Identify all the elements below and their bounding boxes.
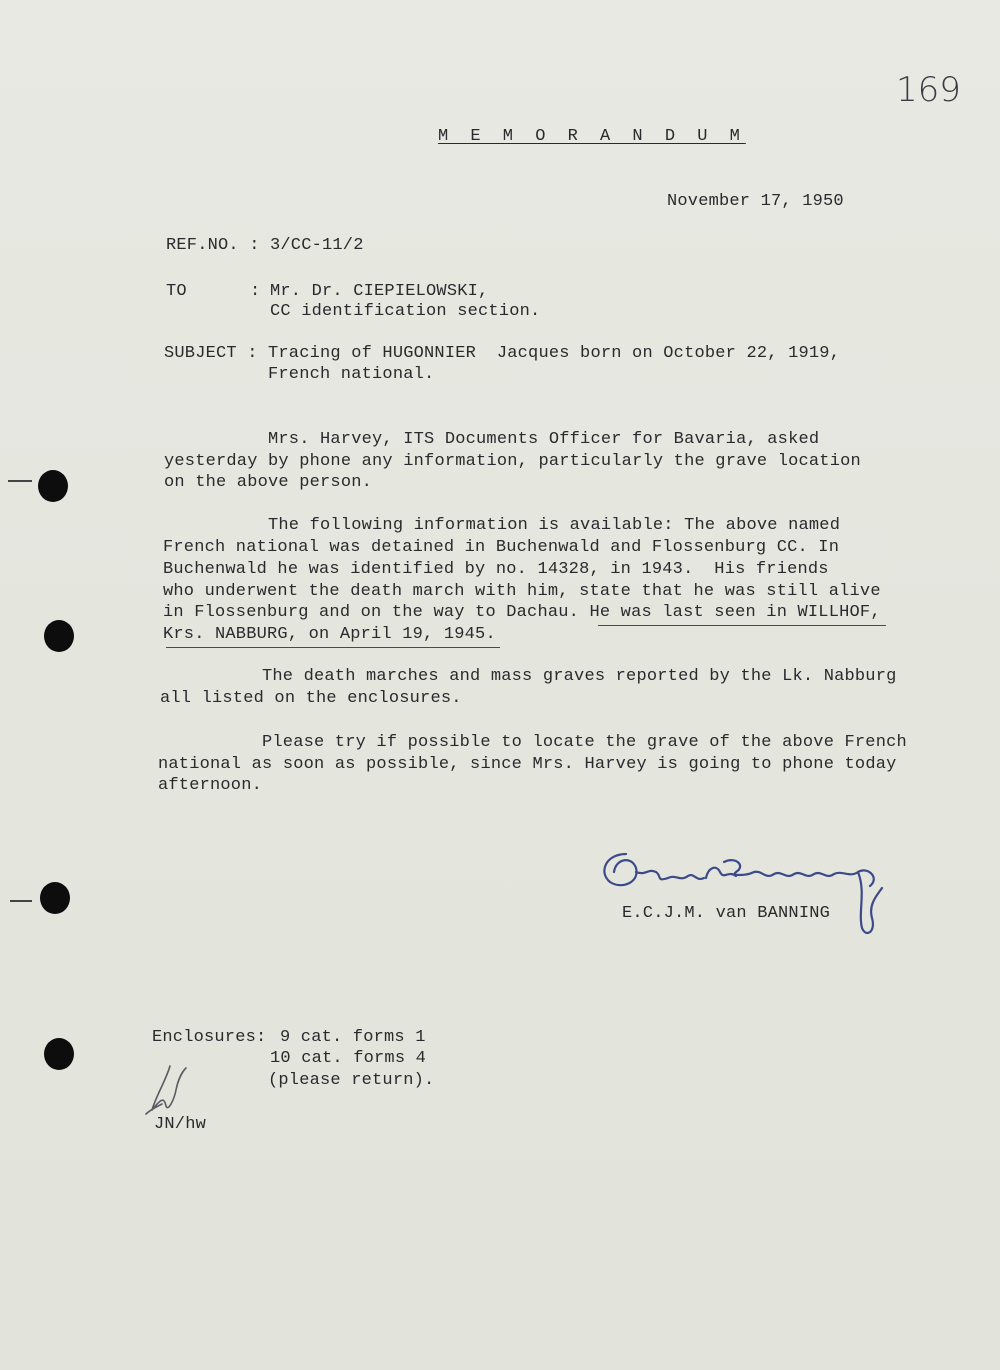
body-line: Mrs. Harvey, ITS Documents Officer for Bavaria, asked	[268, 430, 820, 449]
margin-mark	[8, 480, 32, 482]
enclosures-line-2: 10 cat. forms 4	[270, 1049, 427, 1068]
handwritten-underline	[166, 647, 500, 648]
body-line: Krs. NABBURG, on April 19, 1945.	[163, 625, 496, 644]
body-line: The death marches and mass graves reported by the Lk. Nabburg	[262, 667, 897, 686]
to-colon: :	[250, 282, 261, 301]
margin-mark	[10, 900, 32, 902]
to-line-2: CC identification section.	[270, 302, 541, 321]
subject-label: SUBJECT :	[164, 344, 258, 363]
handwritten-underline	[598, 625, 886, 626]
punch-hole	[38, 470, 68, 502]
body-line: who underwent the death march with him, state that he was still alive	[163, 582, 881, 601]
to-label: TO	[166, 282, 187, 301]
punch-hole	[44, 1038, 74, 1070]
enclosures-line-3: (please return).	[268, 1071, 435, 1090]
body-line: The following information is available: The above named	[268, 516, 841, 535]
to-line-1: Mr. Dr. CIEPIELOWSKI,	[270, 282, 489, 301]
body-line: afternoon.	[158, 776, 263, 795]
enclosures-line-1: 9 cat. forms 1	[280, 1028, 426, 1047]
body-line: Buchenwald he was identified by no. 14328, in 1943. His friends	[163, 560, 829, 579]
handwritten-signature	[596, 842, 896, 942]
body-line: yesterday by phone any information, particularly the grave location	[164, 452, 861, 471]
body-line: on the above person.	[164, 473, 373, 492]
body-line: national as soon as possible, since Mrs. Harvey is going to phone today	[158, 755, 897, 774]
subject-line-1: Tracing of HUGONNIER Jacques born on October 22, 1919,	[268, 344, 841, 363]
body-line: in Flossenburg and on the way to Dachau. He was last seen in WILLHOF,	[163, 603, 881, 622]
body-line: French national was detained in Buchenwald and Flossenburg CC. In	[163, 538, 840, 557]
ref-label: REF.NO. :	[166, 236, 260, 255]
handwritten-initials	[142, 1060, 202, 1120]
punch-hole	[44, 620, 74, 652]
page-number: 169	[896, 70, 961, 110]
subject-line-2: French national.	[268, 365, 435, 384]
body-line: all listed on the enclosures.	[160, 689, 462, 708]
punch-hole	[40, 882, 70, 914]
body-line: Please try if possible to locate the grave of the above French	[262, 733, 907, 752]
reference-initials: JN/hw	[154, 1115, 207, 1134]
signatory-name: E.C.J.M. van BANNING	[622, 904, 831, 923]
memo-heading: M E M O R A N D U M	[438, 127, 746, 146]
memo-date: November 17, 1950	[667, 192, 844, 211]
ref-value: 3/CC-11/2	[270, 236, 364, 255]
enclosures-label: Enclosures:	[152, 1028, 267, 1047]
